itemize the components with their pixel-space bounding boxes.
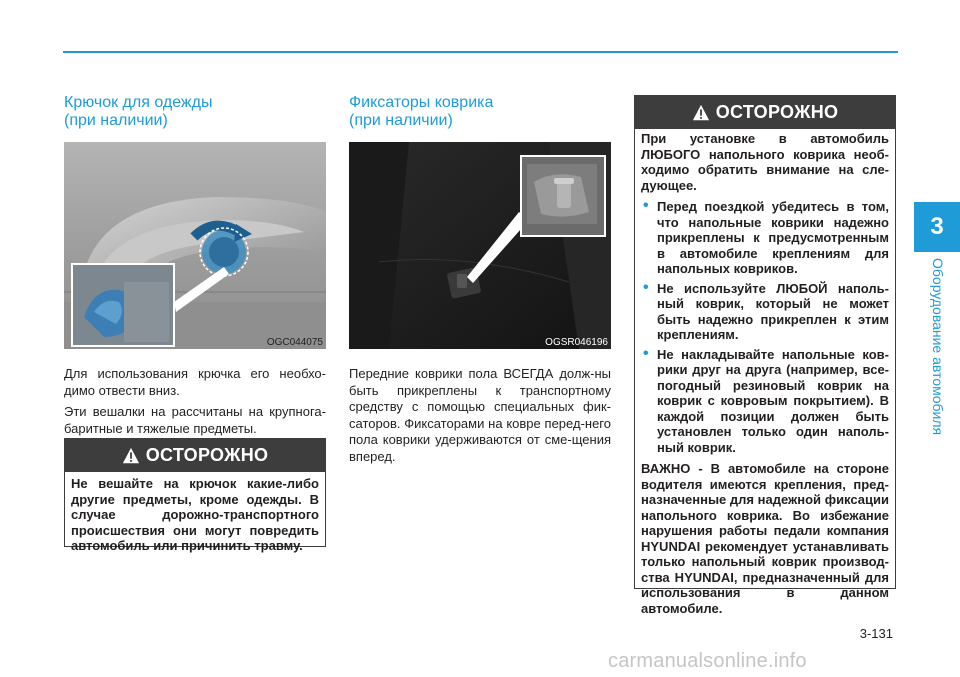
floor-mat-heading-line1: Фиксаторы коврика xyxy=(349,94,494,111)
page-number: 3-131 xyxy=(859,626,893,641)
floor-mat-paragraph: Передние коврики пола ВСЕГДА долж-ны быть прикреплены к транспортному средству с помощью специальных фик-саторов. Фиксаторами на ковре перед-него пола коврики удерживаются от сме-щения вперед. xyxy=(349,366,611,464)
coat-hook-text xyxy=(64,366,326,442)
chapter-title: Оборудование автомобиля xyxy=(930,258,946,436)
coat-hook-heading-line1: Крючок для одежды xyxy=(64,94,213,111)
floor-mat-text xyxy=(349,366,611,470)
floor-mat-warning-intro: При установке в автомобиль ЛЮБОГО напольного коврика необ-ходимо обратить внимание на сле-дующее. xyxy=(641,131,889,193)
coat-hook-image-code: OGC044075 xyxy=(266,337,323,348)
top-rule xyxy=(63,51,898,53)
floor-mat-warning-header xyxy=(635,96,895,129)
coat-hook-warning-title: ОСТОРОЖНО xyxy=(145,445,269,465)
watermark: carmanualsonline.info xyxy=(608,650,807,672)
floor-mat-warning-list xyxy=(641,199,889,455)
floor-mat-heading xyxy=(349,94,493,130)
coat-hook-warning-box xyxy=(64,438,326,553)
coat-hook-heading-line2: (при наличии) xyxy=(64,112,168,129)
chapter-number: 3 xyxy=(930,213,944,240)
coat-hook-warning-text: Не вешайте на крючок какие-либо другие предметы, кроме одежды. В случае дорожно-транспортного происшествия они могут повредить автомобиль или причинить травму. xyxy=(71,476,319,553)
floor-mat-warning-box xyxy=(634,95,896,616)
warning-triangle-icon xyxy=(692,104,710,122)
floor-mat-warning-note: ВАЖНО - В автомобиле на стороне водителя имеются крепления, пред-назначенные для надежной фиксации напольного коврика. Во избежание нарушения работы педали компания HYUNDAI рекомендует устанавливать только напольный коврик производ-ства HYUNDAI, предназначенный для использования в данном автомобиле. xyxy=(641,461,889,616)
floor-mat-warning-title: ОСТОРОЖНО xyxy=(715,102,839,122)
floor-mat-warning-bullet-3: • Не накладывайте напольные ков-рики друг на друга (например, все-погодный резиновый коврик на коврик с ковровым покрытием). В каждой позиции должен быть установлен только один наполь-ный коврик. xyxy=(641,347,889,456)
coat-hook-warning-header xyxy=(65,439,325,472)
floor-mat-photo xyxy=(349,142,611,349)
coat-hook-heading xyxy=(64,94,212,130)
floor-mat-heading-line2: (при наличии) xyxy=(349,112,453,129)
coat-hook-paragraph-2: Эти вешалки на рассчитаны на крупнога-баритные и тяжелые предметы. xyxy=(64,404,326,436)
warning-triangle-icon xyxy=(122,447,140,465)
floor-mat-image-code: OGSR046196 xyxy=(545,337,608,348)
coat-hook-photo xyxy=(64,142,326,349)
floor-mat-warning-bullet-2: • Не используйте ЛЮБОЙ наполь-ный коврик, который не может быть надежно прикреплен к этим креплениям. xyxy=(641,281,889,343)
coat-hook-paragraph-1: Для использования крючка его необхо-димо отвести вниз. xyxy=(64,366,326,398)
floor-mat-warning-bullet-1: • Перед поездкой убедитесь в том, что напольные коврики надежно прикреплены к предусмотренным в автомобиле креплениям для напольных ковриков. xyxy=(641,199,889,277)
chapter-number-tab xyxy=(914,202,960,252)
